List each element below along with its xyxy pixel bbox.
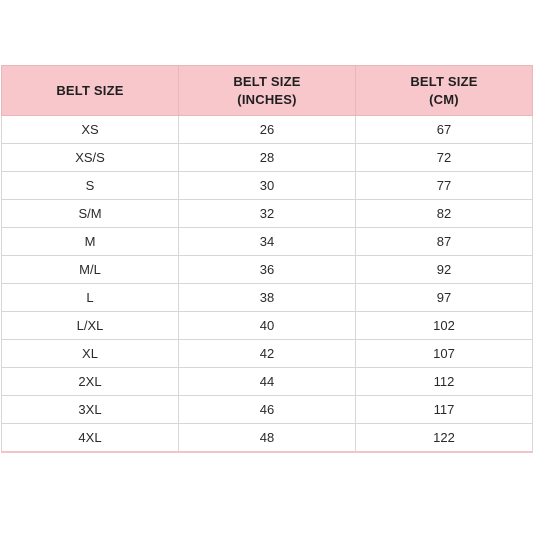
table-row xyxy=(2,284,533,312)
size-cell: XS xyxy=(2,116,179,144)
inches-cell: 40 xyxy=(179,312,356,340)
belt-size-table xyxy=(1,65,533,453)
table-header-row xyxy=(2,66,533,116)
table-row xyxy=(2,172,533,200)
table-row xyxy=(2,144,533,172)
cm-cell: 92 xyxy=(356,256,533,284)
inches-cell: 26 xyxy=(179,116,356,144)
inches-cell: 46 xyxy=(179,396,356,424)
table-row xyxy=(2,116,533,144)
cm-cell: 122 xyxy=(356,424,533,453)
size-cell: S xyxy=(2,172,179,200)
size-cell: M xyxy=(2,228,179,256)
header-inches-line-2: (INCHES) xyxy=(237,91,297,107)
cm-cell: 97 xyxy=(356,284,533,312)
cm-cell: 72 xyxy=(356,144,533,172)
table-row xyxy=(2,200,533,228)
size-cell: L xyxy=(2,284,179,312)
table-row xyxy=(2,424,533,453)
size-cell: 4XL xyxy=(2,424,179,453)
header-belt-size xyxy=(2,66,179,116)
size-cell: XL xyxy=(2,340,179,368)
size-cell: XS/S xyxy=(2,144,179,172)
inches-cell: 36 xyxy=(179,256,356,284)
size-cell: M/L xyxy=(2,256,179,284)
table-row xyxy=(2,312,533,340)
header-belt-size-label: BELT SIZE xyxy=(56,82,124,98)
inches-cell: 28 xyxy=(179,144,356,172)
header-cm-line-2: (CM) xyxy=(429,91,459,107)
cm-cell: 107 xyxy=(356,340,533,368)
inches-cell: 30 xyxy=(179,172,356,200)
table-row xyxy=(2,396,533,424)
cm-cell: 87 xyxy=(356,228,533,256)
header-inches-line-1: BELT SIZE xyxy=(233,73,301,89)
cm-cell: 82 xyxy=(356,200,533,228)
inches-cell: 38 xyxy=(179,284,356,312)
inches-cell: 34 xyxy=(179,228,356,256)
table-row xyxy=(2,368,533,396)
size-cell: S/M xyxy=(2,200,179,228)
table-row xyxy=(2,340,533,368)
inches-cell: 44 xyxy=(179,368,356,396)
table-row xyxy=(2,256,533,284)
cm-cell: 117 xyxy=(356,396,533,424)
size-cell: 3XL xyxy=(2,396,179,424)
header-belt-size-inches xyxy=(179,66,356,116)
inches-cell: 42 xyxy=(179,340,356,368)
cm-cell: 67 xyxy=(356,116,533,144)
size-cell: L/XL xyxy=(2,312,179,340)
header-belt-size-cm xyxy=(356,66,533,116)
inches-cell: 32 xyxy=(179,200,356,228)
size-cell: 2XL xyxy=(2,368,179,396)
cm-cell: 102 xyxy=(356,312,533,340)
header-cm-line-1: BELT SIZE xyxy=(410,73,478,89)
cm-cell: 112 xyxy=(356,368,533,396)
cm-cell: 77 xyxy=(356,172,533,200)
inches-cell: 48 xyxy=(179,424,356,453)
table-row xyxy=(2,228,533,256)
